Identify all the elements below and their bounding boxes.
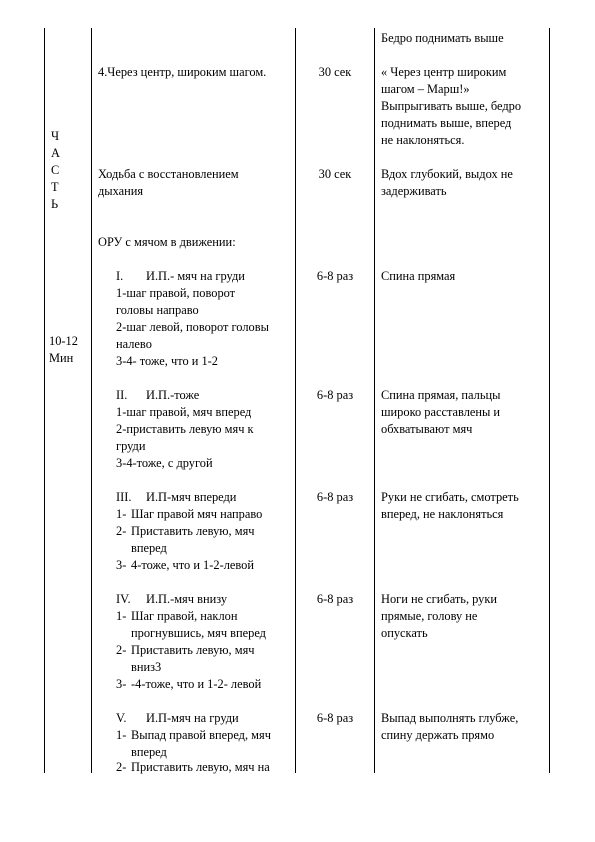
start-position: И.П.-тоже xyxy=(146,388,200,402)
list-item: прогнувшись, мяч вперед xyxy=(131,626,266,640)
table-border-left xyxy=(44,28,45,773)
start-position: И.П.- мяч на груди xyxy=(146,269,245,283)
duration-value: 10-12 xyxy=(49,334,78,348)
part-letter: Т xyxy=(51,180,59,194)
list-item: 3- 4-тоже, что и 1-2-левой xyxy=(116,558,254,572)
start-position: И.П-мяч на груди xyxy=(146,711,239,725)
exercise-numeral: I. xyxy=(116,269,124,283)
part-letter: А xyxy=(51,146,60,160)
exercise-dose: 6-8 раз xyxy=(316,388,354,402)
duration-unit: Мин xyxy=(49,351,74,365)
exercise-dose: 6-8 раз xyxy=(316,269,354,283)
list-item: 1- Шаг правой мяч направо xyxy=(116,507,263,521)
list-item: 2- Приставить левую, мяч xyxy=(116,524,255,538)
start-position: И.П.-мяч внизу xyxy=(146,592,228,606)
exercise-content: 4.Через центр, широким шагом. xyxy=(98,65,267,79)
list-item: 2- Приставить левую, мяч xyxy=(116,643,255,657)
list-item: 2- Приставить левую, мяч на xyxy=(116,760,270,774)
exercise-numeral: V. xyxy=(116,711,127,725)
start-position: И.П-мяч впереди xyxy=(146,490,237,504)
exercise-dose: 30 сек xyxy=(318,167,352,181)
exercise-numeral: III. xyxy=(116,490,132,504)
section-title: ОРУ с мячом в движении: xyxy=(98,235,236,249)
list-item: 3- -4-тоже, что и 1-2- левой xyxy=(116,677,262,691)
exercise-dose: 30 сек xyxy=(318,65,352,79)
exercise-dose: 6-8 раз xyxy=(316,490,354,504)
list-item: вниз3 xyxy=(131,660,162,674)
lesson-plan-table: Ч А С Т Ь 10-12 Мин 4.Через центр, широким шагом. 30 сек Бедро поднимать выше « Через центр широким шагом – Марш!» Выпрыгивать выше, бедро поднимать выше, вперед не наклоняться. Ходьба с восстановлением дыхания 30 сек Вдох глубокий, выдох не задерживать ОРУ с мячом в движении: I. И.П.- мяч на груди 1-шаг правой, поворот головы направо 2-шаг левой, поворот головы налево 3-4- тоже, что и 1-2 6-8 раз Спина прямая II. И.П.-тоже 1-шаг правой, мяч вперед 2-приставить левую мяч к груди 3-4-тоже, с другой 6-8 раз Спина прямая, пальцы широко расставлены и обхватывают мяч III. И.П-мяч впереди 1- Шаг правой мяч направо 2- Приставить левую, мяч вперед 3- 4-тоже, что и 1-2-левой 6-8 раз Руки не сгибать, смотреть вперед, не наклоняться IV. И.П.-мяч внизу 1- Шаг правой, наклон прогнувшись, мяч вперед 2- Приставить левую, мяч вниз3 3- -4-тоже, что и 1-2- левой 6-8 раз Ноги не сгибать, руки прямые, голову не опускать V. И.П-мяч на груди 1- Выпад правой вперед, мяч вперед 2- Приставить левую, мяч на 6-8 раз Выпад выполнять глубже, спину держать прямо xyxy=(0,0,595,842)
list-item: вперед xyxy=(131,541,167,555)
exercise-numeral: IV. xyxy=(116,592,131,606)
part-letter: Ь xyxy=(51,197,59,211)
list-item: вперед xyxy=(131,745,167,759)
part-letter: Ч xyxy=(51,129,60,143)
column-divider-1 xyxy=(91,28,92,773)
exercise-numeral: II. xyxy=(116,388,128,402)
column-divider-3 xyxy=(374,28,375,773)
exercise-notes: Спина прямая xyxy=(381,269,456,283)
exercise-dose: 6-8 раз xyxy=(316,711,354,725)
exercise-dose: 6-8 раз xyxy=(316,592,354,606)
part-letter: С xyxy=(51,163,60,177)
table-border-right xyxy=(549,28,550,773)
list-item: 1- Шаг правой, наклон xyxy=(116,609,238,623)
list-item: 1- Выпад правой вперед, мяч xyxy=(116,728,271,742)
